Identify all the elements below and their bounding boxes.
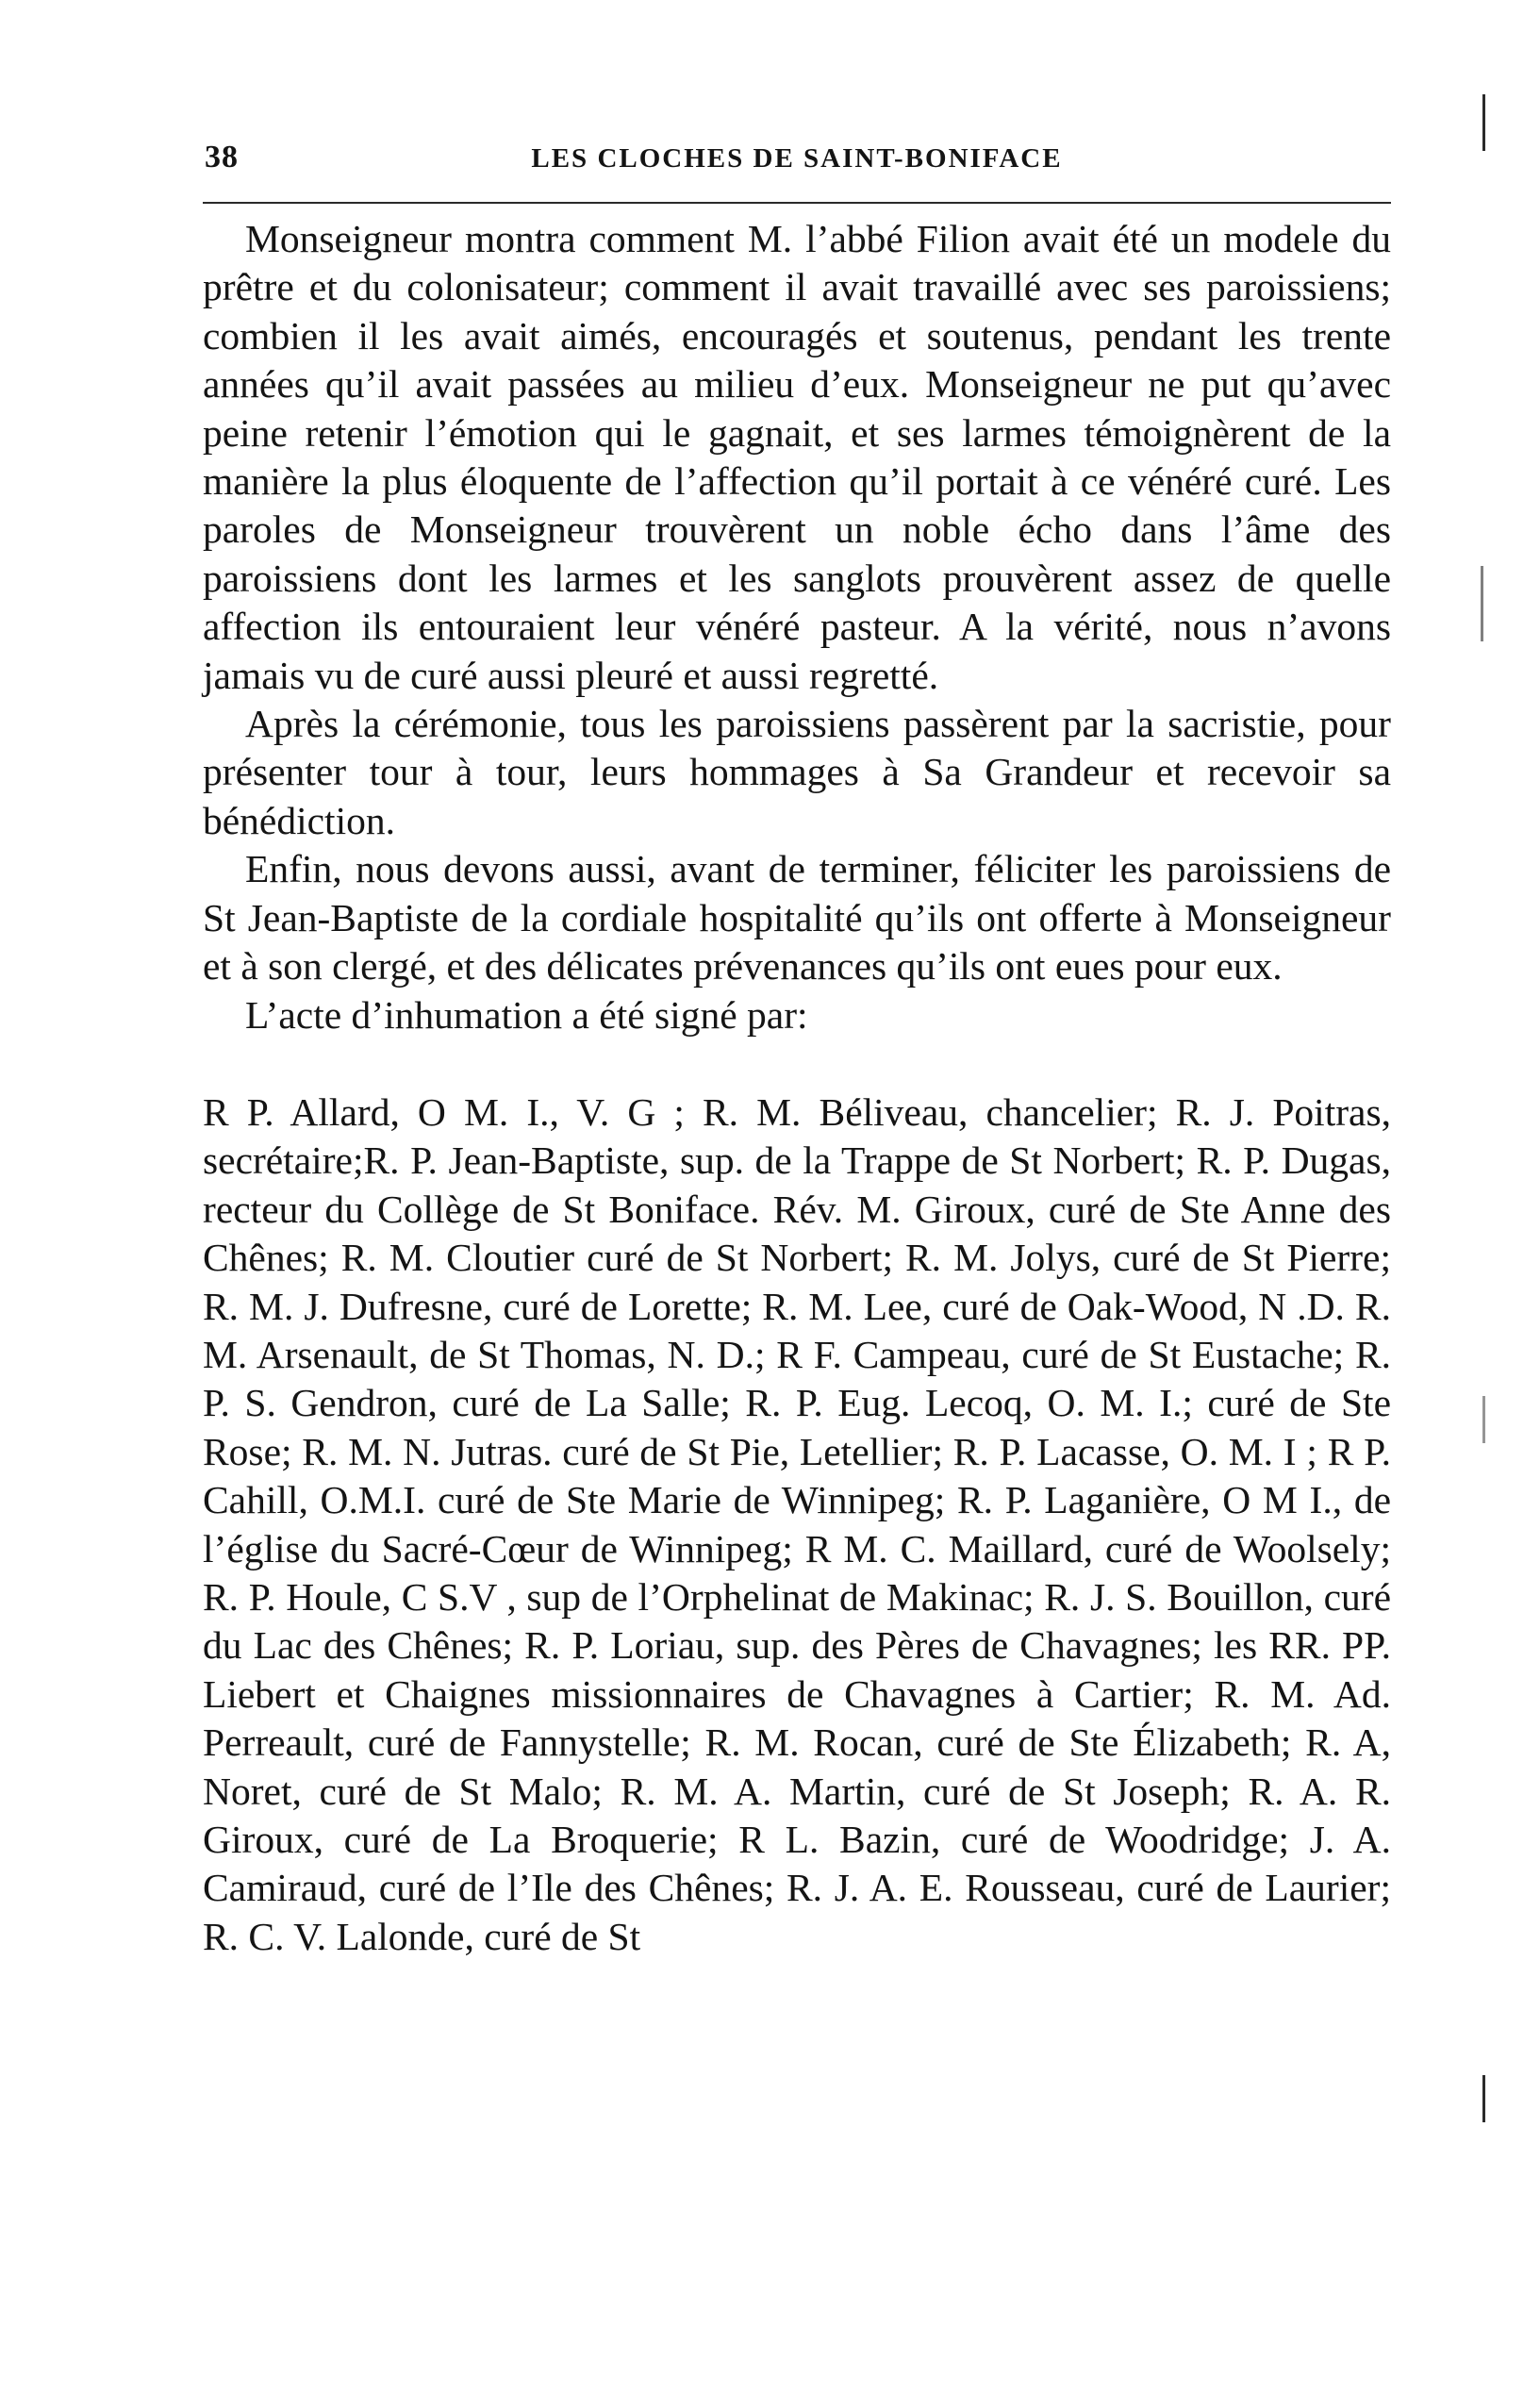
header-rule bbox=[203, 202, 1391, 204]
scan-margin-mark bbox=[1482, 2075, 1485, 2122]
paragraph: Monseigneur montra comment M. l’abbé Filion avait été un modele du prêtre et du colonisateur; comment il avait travaillé avec ses paroissiens; combien il les avait aimés, encouragés et soutenus, pendant les trente années qu’il avait passées au milieu d’eux. Monseigneur ne put qu’avec peine retenir l’émotion qui le gagnait, et ses larmes témoignèrent de la manière la plus éloquente de l’affection qu’il portait à ce vénéré curé. Les paroles de Monseigneur trouvèrent un noble écho dans l’âme des paroissiens dont les larmes et les sanglots prouvèrent assez de quelle affection ils entouraient leur vénéré pasteur. A la vérité, nous n’avons jamais vu de curé aussi pleuré et aussi regretté. bbox=[203, 217, 1391, 697]
scan-margin-mark bbox=[1482, 1396, 1485, 1443]
paragraph: L’acte d’inhumation a été signé par: bbox=[245, 992, 808, 1037]
page-header bbox=[203, 140, 1391, 189]
paragraph: Enfin, nous devons aussi, avant de terminer, féliciter les paroissiens de St Jean-Baptiste de la cordiale hospitalité qu’ils ont offerte à Monseigneur et à son clergé, et des délicates prévenances qu’ils ont eues pour eux. bbox=[203, 847, 1391, 989]
signatories-list: R P. Allard, O M. I., V. G ; R. M. Béliveau, chancelier; R. J. Poitras, secrétaire;R. P. Jean-Baptiste, sup. de la Trappe de St Norbert; R. P. Dugas, recteur du Collège de St Boniface. Rév. M. Giroux, curé de Ste Anne des Chênes; R. M. Cloutier curé de St Norbert; R. M. Jolys, curé de St Pierre; R. M. J. Dufresne, curé de Lorette; R. M. Lee, curé de Oak-Wood, N .D. R. M. Arsenault, de St Thomas, N. D.; R F. Campeau, curé de St Eustache; R. P. S. Gendron, curé de La Salle; R. P. Eug. Lecoq, O. M. I.; curé de Ste Rose; R. M. N. Jutras. curé de St Pie, Letellier; R. P. Lacasse, O. M. I ; R P. Cahill, O.M.I. curé de Ste Marie de Winnipeg; R. P. Laganière, O M I., de l’église du Sacré-Cœur de Winnipeg; R M. C. Maillard, curé de Woolsely; R. P. Houle, C S.V , sup de l’Orphelinat de Makinac; R. J. S. Bouillon, curé du Lac des Chênes; R. P. Loriau, sup. des Pères de Chavagnes; les RR. PP. Liebert et Chaignes missionnaires de Chavagnes à Cartier; R. M. Ad. Perreault, curé de Fannystelle; R. M. Rocan, curé de Ste Élizabeth; R. A, Noret, curé de St Malo; R. M. A. Martin, curé de St Joseph; R. A. R. Giroux, curé de La Broquerie; R L. Bazin, curé de Woodridge; J. A. Camiraud, curé de l’Ile des Chênes; R. J. A. E. Rousseau, curé de Laurier; R. C. V. Lalonde, curé de St bbox=[203, 1089, 1391, 1958]
body-text bbox=[203, 215, 1391, 1961]
running-title: LES CLOCHES DE SAINT-BONIFACE bbox=[531, 143, 1063, 174]
paragraph: Après la cérémonie, tous les paroissiens passèrent par la sacristie, pour présenter tour à tour, leurs hommages à Sa Grandeur et recevoir sa bénédiction. bbox=[203, 702, 1391, 842]
scan-margin-mark bbox=[1482, 94, 1485, 151]
page-number: 38 bbox=[205, 140, 239, 174]
book-page bbox=[203, 140, 1391, 1961]
scan-margin-mark bbox=[1481, 566, 1483, 641]
